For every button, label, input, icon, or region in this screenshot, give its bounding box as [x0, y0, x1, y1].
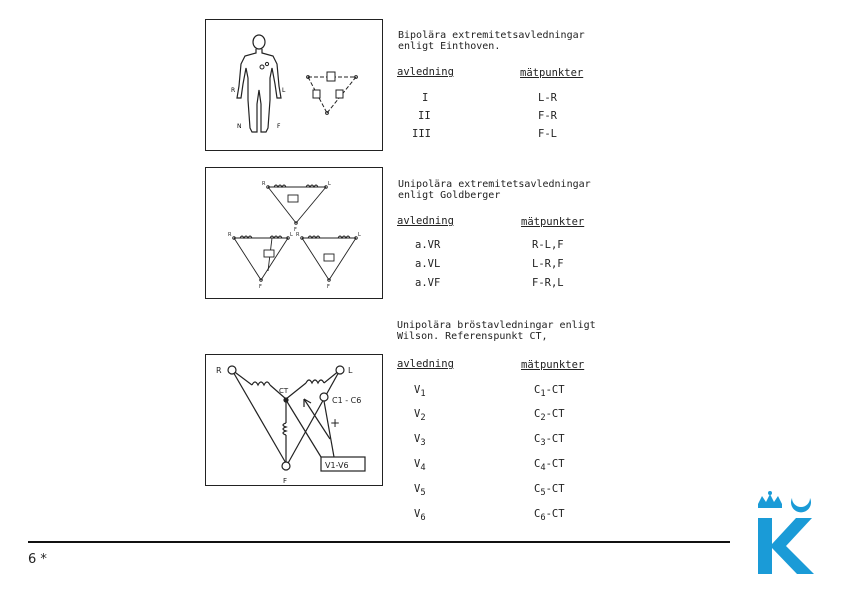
- point-symbol: C: [534, 483, 541, 495]
- footer-rule: [28, 541, 730, 543]
- svg-text:L: L: [290, 232, 293, 238]
- svg-text:F: F: [259, 284, 262, 290]
- kth-logo: [752, 490, 816, 580]
- lead-subscript: 2: [420, 413, 426, 424]
- label-f: F: [277, 123, 281, 130]
- section3-col-points: mätpunkter: [521, 359, 585, 371]
- section2-col-lead: avledning: [397, 215, 454, 227]
- page-number: 6 *: [28, 552, 47, 567]
- section3-title: [397, 320, 596, 342]
- wilson-label-f: F: [283, 477, 288, 485]
- section2-title-line2: enligt Goldberger: [398, 190, 501, 201]
- section1-lead-1: I: [422, 92, 429, 104]
- section3-points-5: [534, 483, 565, 498]
- wilson-circuit: [228, 366, 365, 471]
- point-subscript: 1: [540, 389, 546, 400]
- label-n: N: [237, 123, 242, 130]
- section1-lead-3: III: [412, 128, 431, 140]
- wilson-label-l: L: [348, 366, 353, 375]
- lead-subscript: 5: [420, 488, 426, 499]
- lead-subscript: 3: [420, 438, 426, 449]
- lead-symbol: V: [414, 433, 421, 445]
- point-symbol: C: [534, 408, 541, 420]
- point-symbol: C: [534, 508, 541, 520]
- point-subscript: 4: [540, 463, 546, 474]
- section3-lead-3: [414, 433, 426, 448]
- section1-title-line1: Bipolära extremitetsavledningar: [398, 30, 585, 41]
- point-reference: -CT: [545, 458, 565, 470]
- section3-points-3: [534, 433, 565, 448]
- wilson-label-plus: +: [330, 416, 341, 430]
- kth-logo-icon: [752, 490, 816, 576]
- lead-symbol: V: [414, 384, 421, 396]
- lead-subscript: 1: [420, 389, 426, 400]
- section1-title: [398, 30, 585, 52]
- goldberger-figure: [205, 167, 383, 299]
- section2-points-3: F-R,L: [532, 277, 564, 289]
- wilson-label-r: R: [216, 366, 222, 375]
- section2-lead-3: a.VF: [415, 277, 441, 289]
- lead-subscript: 6: [420, 513, 426, 524]
- lead-subscript: 4: [420, 463, 426, 474]
- goldberger-triangle-right: [301, 236, 358, 281]
- point-symbol: C: [534, 458, 541, 470]
- section1-points-2: F-R: [538, 110, 557, 122]
- svg-text:L: L: [328, 181, 331, 187]
- point-subscript: 3: [540, 438, 546, 449]
- section1-col-lead: avledning: [397, 66, 454, 78]
- wilson-figure: [205, 354, 383, 486]
- svg-text:R: R: [228, 232, 232, 238]
- section3-points-4: [534, 458, 565, 473]
- section1-points-1: L-R: [538, 92, 557, 104]
- section3-col-lead: avledning: [397, 358, 454, 370]
- point-reference: -CT: [545, 384, 565, 396]
- section3-title-line2: Wilson. Referenspunkt CT,: [397, 331, 548, 342]
- section2-lead-2: a.VL: [415, 258, 441, 270]
- section3-points-1: [534, 384, 565, 399]
- wilson-label-meter: V1-V6: [325, 461, 349, 470]
- body-outline: [237, 35, 281, 132]
- svg-text:R: R: [296, 232, 300, 238]
- lead-symbol: V: [414, 458, 421, 470]
- svg-text:R: R: [262, 181, 266, 187]
- section3-lead-4: [414, 458, 426, 473]
- section2-title: [398, 179, 591, 201]
- point-reference: -CT: [545, 508, 565, 520]
- lead-symbol: V: [414, 508, 421, 520]
- section1-title-line2: enligt Einthoven.: [398, 41, 501, 52]
- goldberger-triangle-left: [233, 236, 290, 281]
- section2-title-line1: Unipolära extremitetsavledningar: [398, 179, 591, 190]
- point-subscript: 5: [540, 488, 546, 499]
- point-symbol: C: [534, 384, 541, 396]
- section2-lead-1: a.VR: [415, 239, 441, 251]
- section3-lead-6: [414, 508, 426, 523]
- lead-symbol: V: [414, 483, 421, 495]
- label-r: R: [231, 87, 236, 94]
- wilson-diagram: [206, 355, 382, 485]
- einthoven-triangle: [307, 72, 358, 114]
- lead-symbol: V: [414, 408, 421, 420]
- section2-points-1: R-L,F: [532, 239, 564, 251]
- point-subscript: 6: [540, 513, 546, 524]
- section1-lead-2: II: [418, 110, 431, 122]
- section3-points-2: [534, 408, 565, 423]
- goldberger-triangle-top: [267, 185, 328, 224]
- label-l: L: [282, 87, 286, 94]
- section3-lead-5: [414, 483, 426, 498]
- section3-lead-1: [414, 384, 426, 399]
- einthoven-diagram: [206, 20, 382, 150]
- section2-col-points: mätpunkter: [521, 216, 585, 228]
- svg-text:F: F: [294, 227, 297, 233]
- point-subscript: 2: [540, 413, 546, 424]
- section1-points-3: F-L: [538, 128, 557, 140]
- point-symbol: C: [534, 433, 541, 445]
- svg-text:L: L: [358, 232, 361, 238]
- point-reference: -CT: [545, 433, 565, 445]
- point-reference: -CT: [545, 483, 565, 495]
- section1-col-points: mätpunkter: [520, 67, 584, 79]
- goldberger-diagram: [206, 168, 382, 298]
- section2-points-2: L-R,F: [532, 258, 564, 270]
- point-reference: -CT: [545, 408, 565, 420]
- section3-points-6: [534, 508, 565, 523]
- section3-lead-2: [414, 408, 426, 423]
- svg-text:F: F: [327, 284, 330, 290]
- section3-title-line1: Unipolära bröstavledningar enligt: [397, 320, 596, 331]
- wilson-label-ct: CT: [279, 387, 289, 395]
- electrode-markers: [260, 62, 269, 69]
- wilson-label-chest: C1 - C6: [332, 396, 362, 405]
- einthoven-figure: [205, 19, 383, 151]
